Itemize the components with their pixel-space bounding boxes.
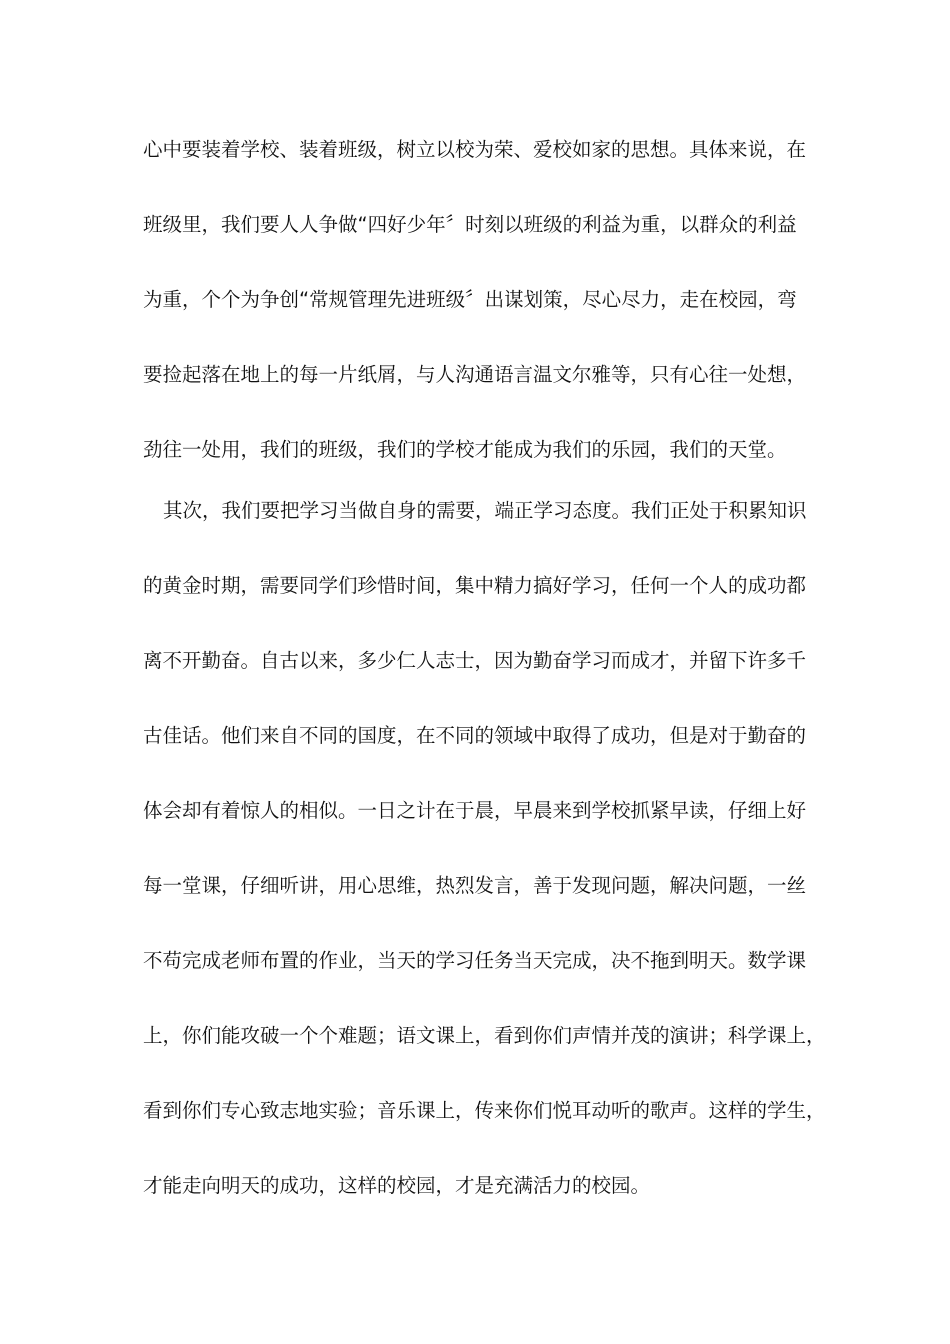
paragraph-first-line: 其次，我们要把学习当做自身的需要，端正学习态度。我们正处于积累知识 (163, 499, 807, 522)
text-line: 要捡起落在地上的每一片纸屑，与人沟通语言温文尔雅等，只有心往一处想， (143, 363, 807, 386)
text-line: 才能走向明天的成功，这样的校园，才是充满活力的校园。 (143, 1174, 651, 1197)
text-line: 不苟完成老师布置的作业，当天的学习任务当天完成，决不拖到明天。数学课 (143, 949, 807, 972)
text-line: 体会却有着惊人的相似。一日之计在于晨，早晨来到学校抓紧早读，仔细上好 (143, 799, 807, 822)
text-line: 古佳话。他们来自不同的国度，在不同的领域中取得了成功，但是对于勤奋的 (143, 724, 807, 747)
text-line: 的黄金时期，需要同学们珍惜时间，集中精力搞好学习，任何一个人的成功都 (143, 574, 807, 597)
text-line: 看到你们专心致志地实验；音乐课上，传来你们悦耳动听的歌声。这样的学生， (143, 1099, 826, 1122)
text-line: 劲往一处用，我们的班级，我们的学校才能成为我们的乐园，我们的天堂。 (143, 438, 787, 461)
text-line: 离不开勤奋。自古以来，多少仁人志士，因为勤奋学习而成才，并留下许多千 (143, 649, 807, 672)
text-line: 上，你们能攻破一个个难题；语文课上，看到你们声情并茂的演讲；科学课上， (143, 1024, 826, 1047)
text-line: 每一堂课，仔细听讲，用心思维，热烈发言，善于发现问题，解决问题，一丝 (143, 874, 807, 897)
text-line: 为重，个个为争创“常规管理先进班级〞出谋划策，尽心尽力，走在校园，弯 (143, 288, 797, 311)
text-line: 心中要装着学校、装着班级，树立以校为荣、爱校如家的思想。具体来说，在 (143, 138, 807, 161)
text-line: 班级里，我们要人人争做“四好少年〞时刻以班级的利益为重，以群众的利益 (143, 213, 797, 236)
